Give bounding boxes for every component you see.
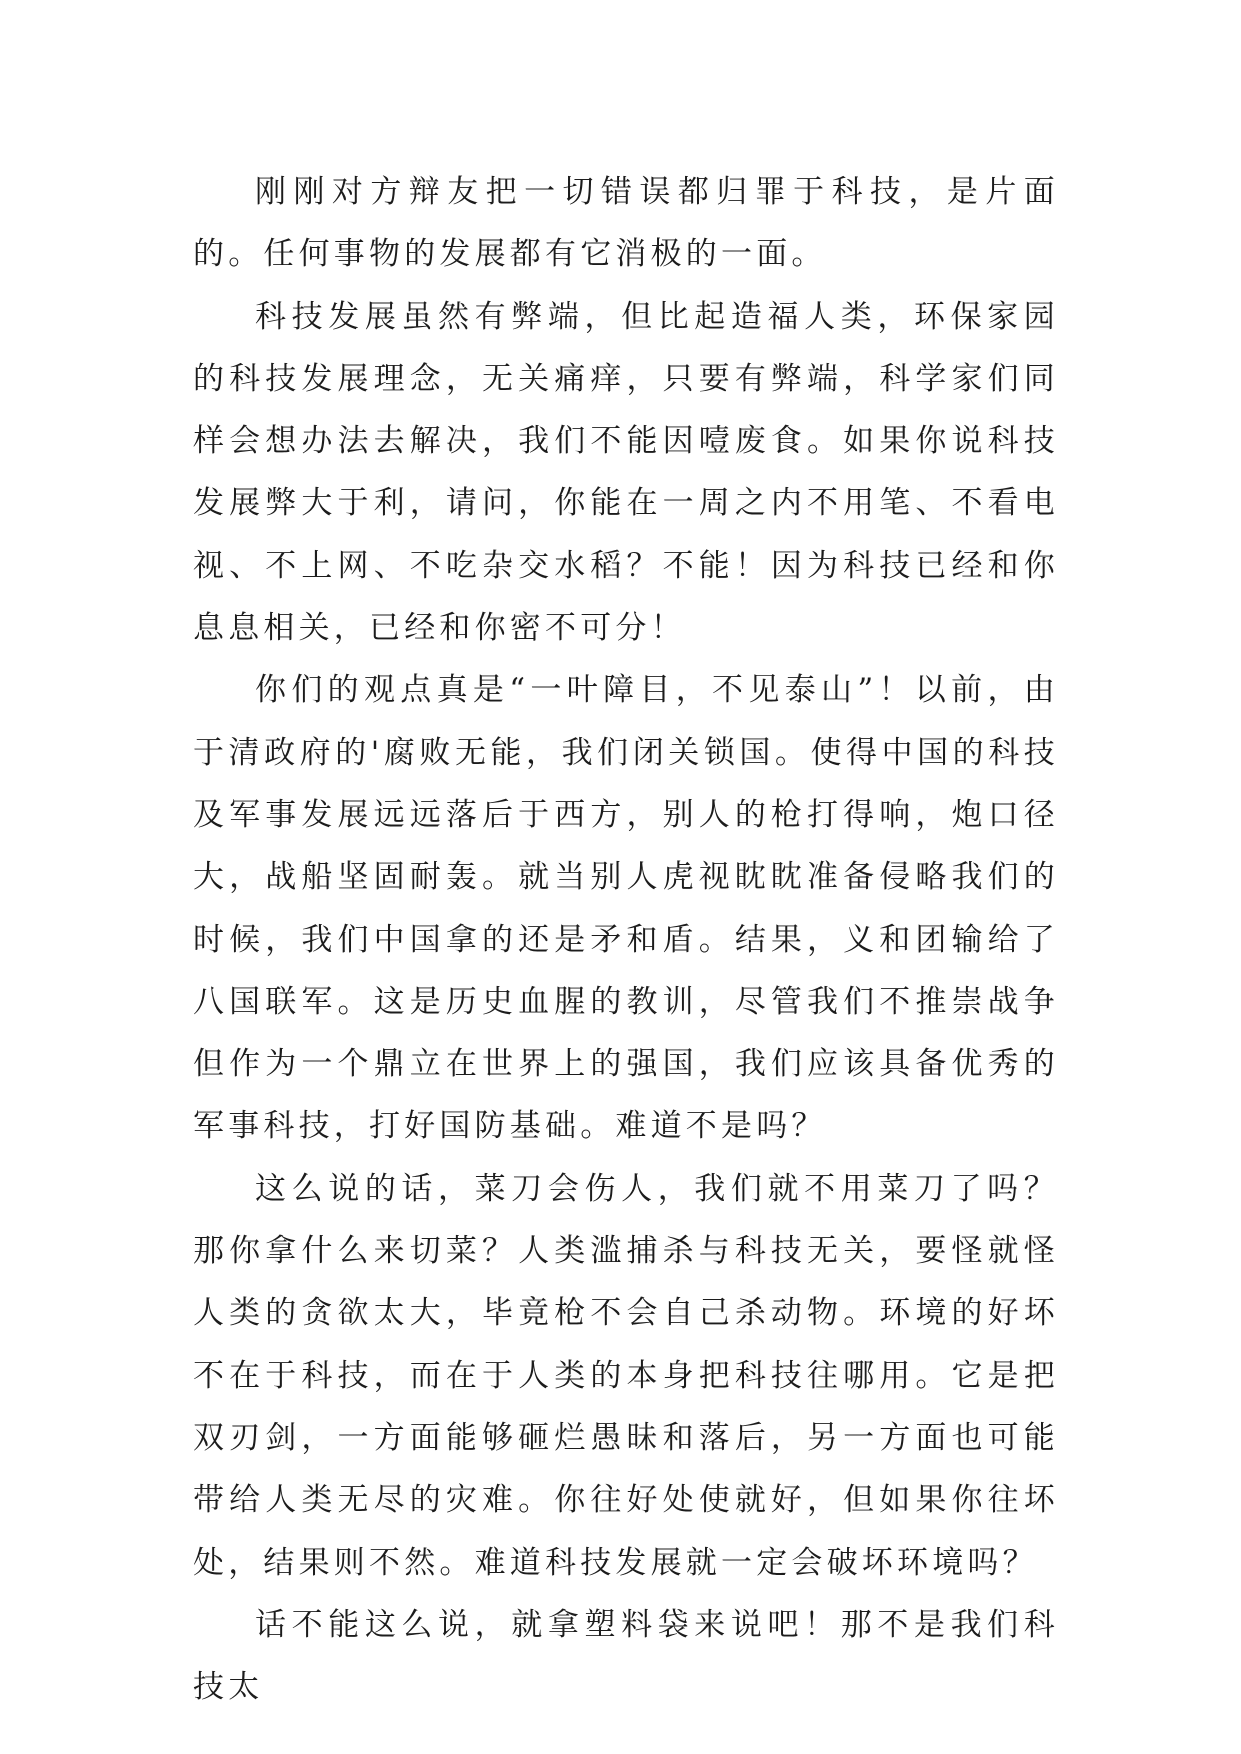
paragraph-2: 科技发展虽然有弊端，但比起造福人类，环保家园的科技发展理念，无关痛痒，只要有弊端，科学家们同样会想办法去解决，我们不能因噎废食。如果你说科技发展弊大于利，请问，你能在一周之内不用笔、不看电视、不上网、不吃杂交水稻？不能！因为科技已经和你息息相关，已经和你密不可分！ [193,298,1059,647]
paragraph-1: 刚刚对方辩友把一切错误都归罪于科技，是片面的。任何事物的发展都有它消极的一面。 [193,174,1059,273]
paragraph-5: 话不能这么说，就拿塑料袋来说吧！那不是我们科技太 [193,1606,1059,1706]
paragraph-4: 这么说的话，菜刀会伤人，我们就不用菜刀了吗？那你拿什么来切菜？人类滥捕杀与科技无关，要怪就怪人类的贪欲太大，毕竟枪不会自己杀动物。环境的好坏不在于科技，而在于人类的本身把科技往哪用。它是把双刃剑，一方面能够砸烂愚昧和落后，另一方面也可能带给人类无尽的灾难。你往好处使就好，但如果你往坏处，结果则不然。难道科技发展就一定会破坏环境吗？ [193,1170,1059,1581]
paragraph-3: 你们的观点真是“一叶障目，不见泰山”！以前，由于清政府的'腐败无能，我们闭关锁国。使得中国的科技及军事发展远远落后于西方，别人的枪打得响，炮口径大，战船坚固耐轰。就当别人虎视眈眈准备侵略我们的时候，我们中国拿的还是矛和盾。结果，义和团输给了八国联军。这是历史血腥的教训，尽管我们不推崇战争但作为一个鼎立在世界上的强国，我们应该具备优秀的军事科技，打好国防基础。难道不是吗？ [193,672,1059,1145]
document-body [193,161,1059,1718]
